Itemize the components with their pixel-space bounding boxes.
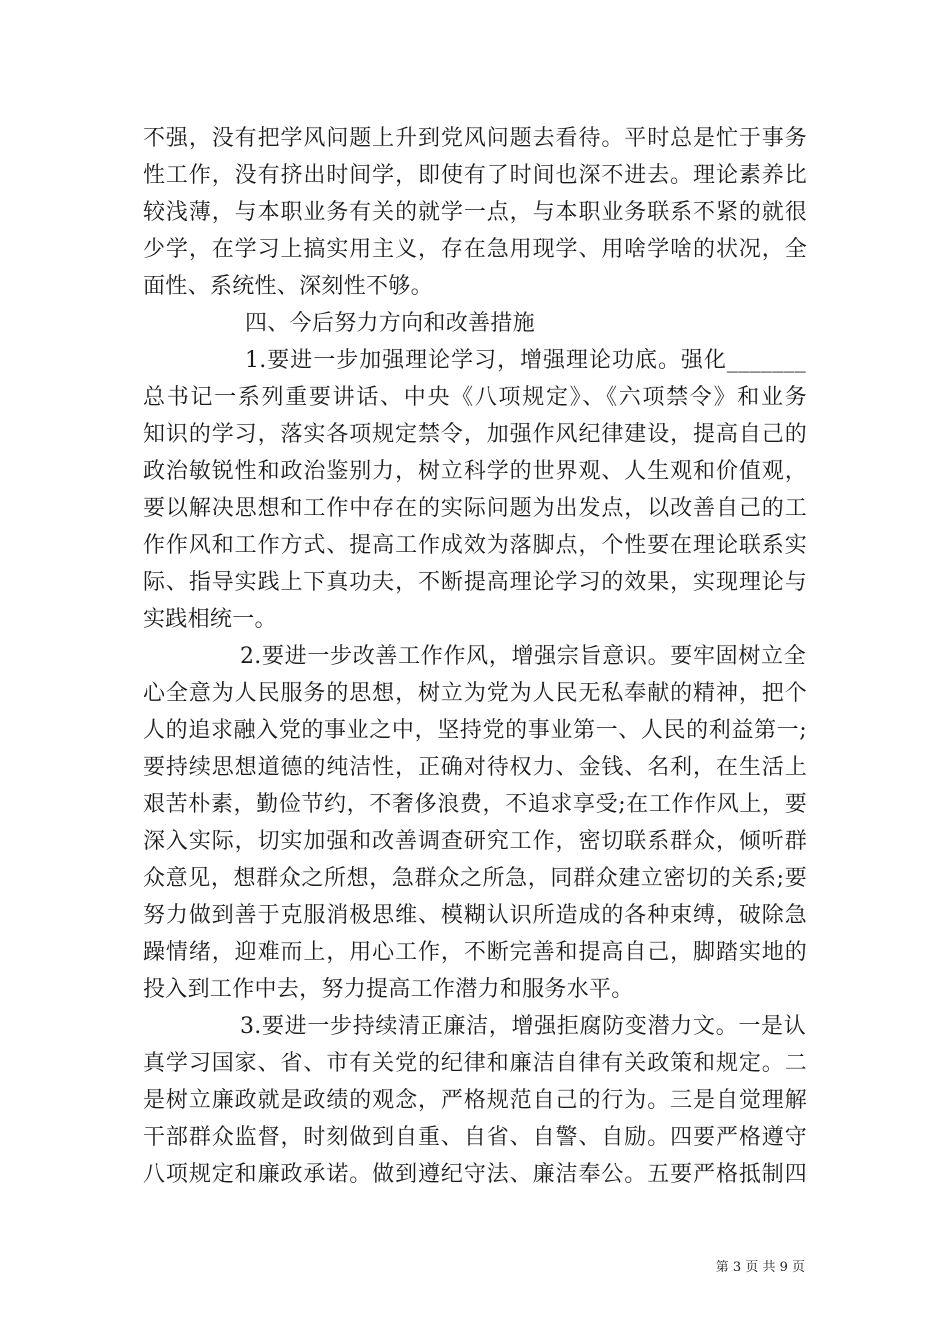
text-line: 要持续思想道德的纯洁性，正确对待权力、金钱、名利，在生活上 [143, 755, 807, 780]
paragraph-first-line: 1.要进一步加强理论学习，增强理论功底。强化_______ [245, 348, 806, 373]
text-line: 性工作，没有挤出时间学，即使有了时间也深不进去。理论素养比 [143, 163, 807, 188]
paragraph-first-line: 3.要进一步持续清正廉洁，增强拒腐防变潜力文。一是认 [240, 1014, 806, 1039]
text-line: 际、指导实践上下真功夫，不断提高理论学习的效果，实现理论与 [143, 570, 807, 595]
text-line: 人的追求融入党的事业之中，坚持党的事业第一、人民的利益第一; [143, 718, 807, 743]
text-line: 躁情绪，迎难而上，用心工作，不断完善和提高自己，脚踏实地的 [143, 940, 807, 965]
text-line: 较浅薄，与本职业务有关的就学一点，与本职业务联系不紧的就很 [143, 200, 807, 225]
section-heading: 四、今后努力方向和改善措施 [245, 311, 535, 336]
text-line: 总书记一系列重要讲话、中央《八项规定》、《六项禁令》和业务 [143, 385, 807, 410]
text-line: 八项规定和廉政承诺。做到遵纪守法、廉洁奉公。五要严格抵制四 [143, 1162, 807, 1187]
text-line: 面性、系统性、深刻性不够。 [143, 274, 433, 299]
text-line: 政治敏锐性和政治鉴别力，树立科学的世界观、人生观和价值观， [143, 459, 807, 484]
text-line: 众意见，想群众之所想，急群众之所急，同群众建立密切的关系;要 [143, 866, 807, 891]
text-line: 干部群众监督，时刻做到自重、自省、自警、自励。四要严格遵守 [143, 1125, 807, 1150]
text-line: 深入实际，切实加强和改善调查研究工作，密切联系群众，倾听群 [143, 829, 807, 854]
text-line: 艰苦朴素，勤俭节约，不奢侈浪费，不追求享受;在工作作风上，要 [143, 792, 807, 817]
text-line: 实践相统一。 [143, 607, 277, 632]
text-line: 少学，在学习上搞实用主义，存在急用现学、用啥学啥的状况，全 [143, 237, 807, 262]
text-line: 心全意为人民服务的思想，树立为党为人民无私奉献的精神，把个 [143, 681, 807, 706]
paragraph-first-line: 2.要进一步改善工作作风，增强宗旨意识。要牢固树立全 [240, 644, 806, 669]
text-line: 要以解决思想和工作中存在的实际问题为出发点，以改善自己的工 [143, 496, 807, 521]
text-line: 不强，没有把学风问题上升到党风问题去看待。平时总是忙于事务 [143, 126, 807, 151]
text-line: 努力做到善于克服消极思维、模糊认识所造成的各种束缚，破除急 [143, 903, 807, 928]
text-line: 作作风和工作方式、提高工作成效为落脚点，个性要在理论联系实 [143, 533, 807, 558]
text-line: 是树立廉政就是政绩的观念，严格规范自己的行为。三是自觉理解 [143, 1088, 807, 1113]
text-line: 真学习国家、省、市有关党的纪律和廉洁自律有关政策和规定。二 [143, 1051, 807, 1076]
text-line: 投入到工作中去，努力提高工作潜力和服务水平。 [143, 977, 634, 1002]
text-line: 知识的学习，落实各项规定禁令，加强作风纪律建设，提高自己的 [143, 422, 807, 447]
page-number-footer: 第 3 页 共 9 页 [715, 1260, 805, 1275]
